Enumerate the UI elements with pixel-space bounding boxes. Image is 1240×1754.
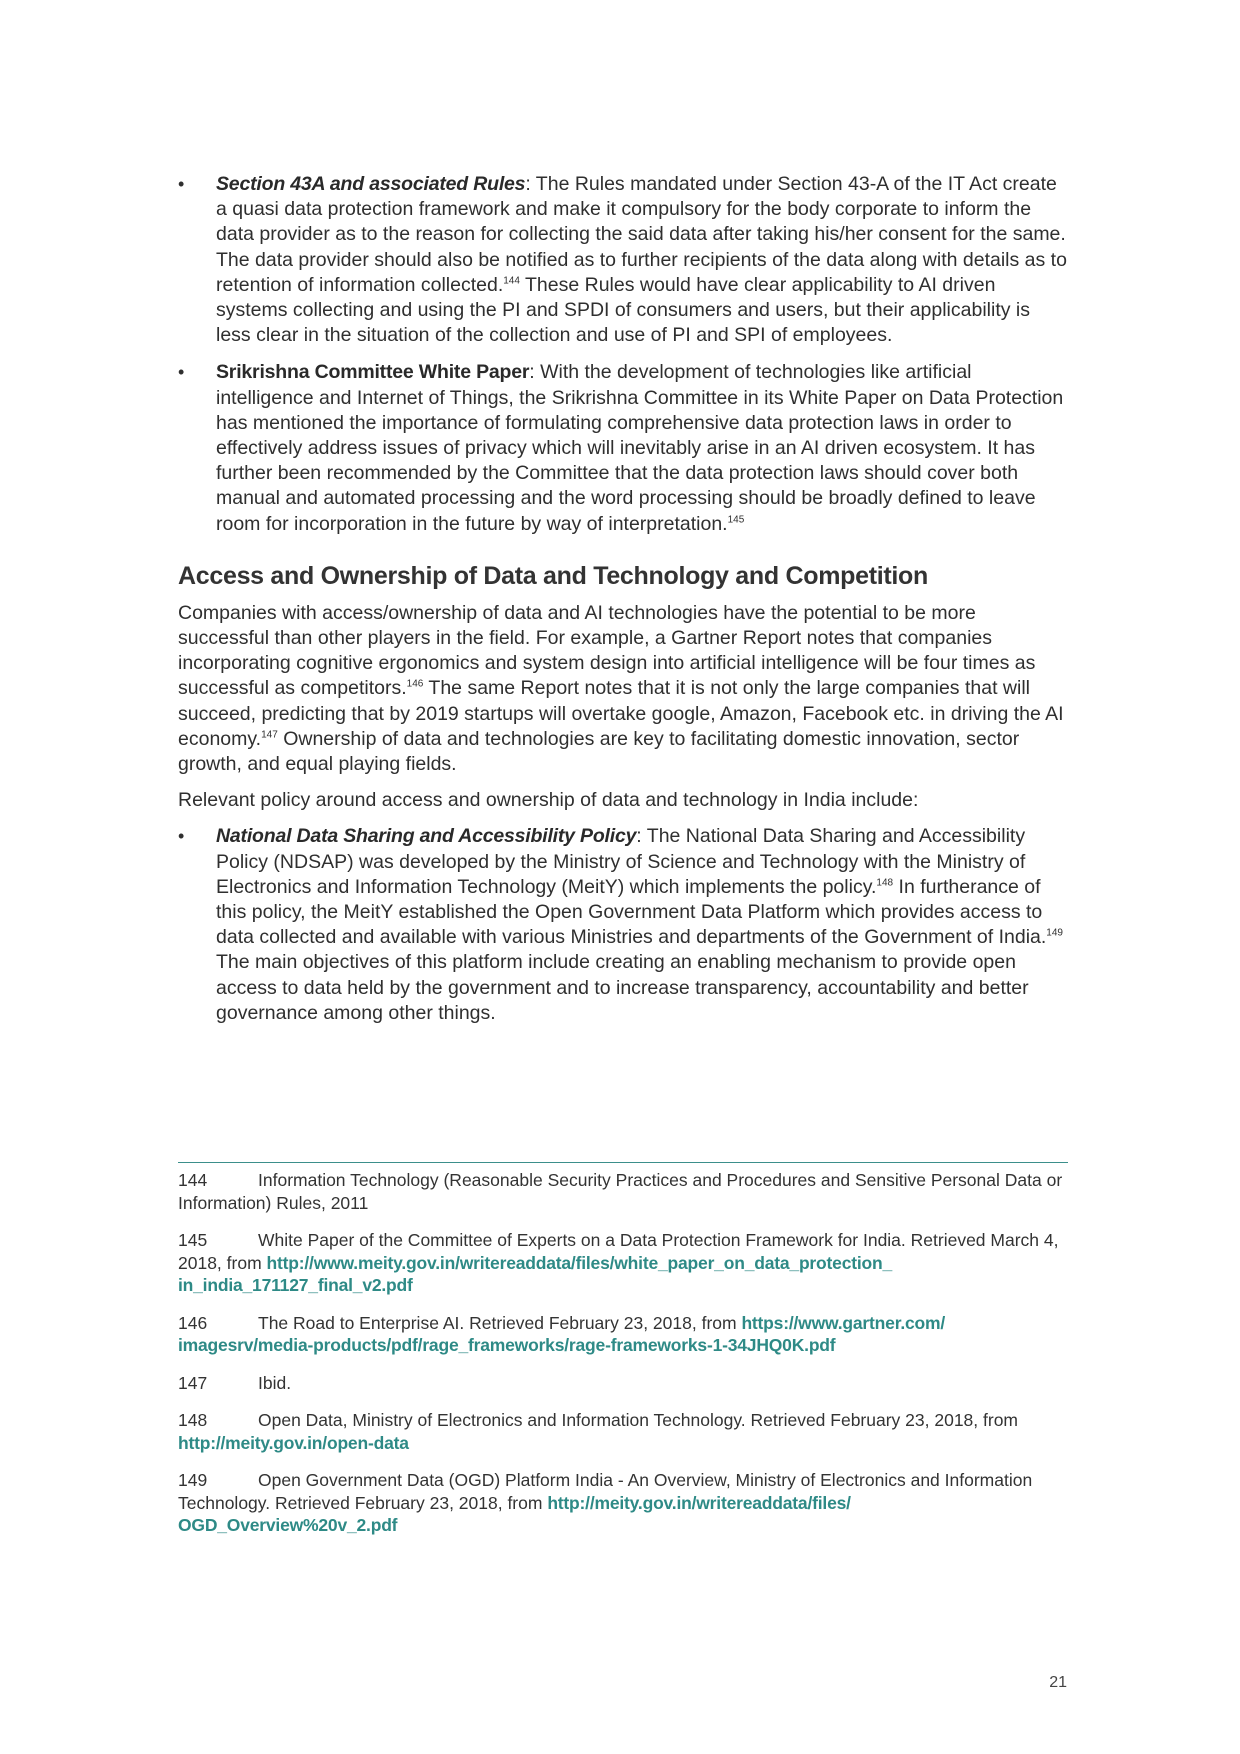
footnote-number: 149	[178, 1470, 208, 1490]
bullet-term: Srikrishna Committee White Paper	[216, 361, 530, 384]
policy-intro-paragraph: Relevant policy around access and ownership of data and technology in India include:	[178, 789, 919, 812]
footnote-item	[178, 1169, 1068, 1214]
bullet-item-section-43a	[178, 172, 1068, 348]
section-paragraph	[178, 601, 1068, 777]
bullet-text: : The National Data Sharing and Accessibility Policy (NDSAP) was developed by the Ministry of Science and Technology with the Ministry of Electronics and Information Technology (MeitY) which implements the policy.	[216, 825, 1026, 898]
footnote-number: 145	[178, 1230, 208, 1250]
section-heading: Access and Ownership of Data and Technology and Competition	[178, 561, 928, 590]
bullet-marker: •	[178, 362, 185, 383]
footnote-item	[178, 1469, 1068, 1537]
footnote-divider	[178, 1162, 1068, 1163]
footnote-item	[178, 1312, 1068, 1357]
footnote-number: 146	[178, 1312, 208, 1333]
page-number: 21	[1049, 1674, 1067, 1691]
paragraph-text: Ownership of data and technologies are key to facilitating domestic innovation, sector growth, and equal playing fields.	[178, 727, 1020, 776]
paragraph-text: Companies with access/ownership of data and AI technologies have the potential to be more successful than other players in the field. For example, a Gartner Report notes that companies incorporating cognitive ergonomics and system design into artificial intelligence will be four times as successful as competitors.	[178, 601, 1036, 700]
bullet-text: The main objectives of this platform include creating an enabling mechanism to provide open access to data held by the government and to increase transparency, accountability and better governance among other things.	[216, 951, 1029, 1024]
bullet-text-continued: These Rules would have clear applicability to AI driven systems collecting and using the PI and SPDI of consumers and users, but their applicability is less clear in the situation of the collection and use of PI and SPI of employees.	[216, 273, 1030, 347]
footnote-number: 144	[178, 1170, 208, 1190]
footnote-text: Information Technology (Reasonable Security Practices and Procedures and Sensitive Personal Data or Information) Rules, 2011	[178, 1170, 1063, 1213]
footnote-link[interactable]: https://www.gartner.com/ imagesrv/media-products/pdf/rage_frameworks/rage-frameworks-1-34JHQ0K.pdf	[178, 1312, 946, 1355]
bullet-item-ndsap	[178, 824, 1068, 1026]
bullet-item-srikrishna	[178, 360, 1068, 536]
footnote-number: 148	[178, 1410, 208, 1430]
bullet-list-top	[178, 172, 1068, 537]
footnote-text: Open Government Data (OGD) Platform India - An Overview, Ministry of Electronics and Information Technology. Retrieved February 23, 2018, from	[178, 1470, 1033, 1513]
footnote-ref[interactable]: 147	[261, 729, 278, 741]
footnote-text: The Road to Enterprise AI. Retrieved February 23, 2018, from	[258, 1312, 742, 1333]
paragraph-text: The same Report notes that it is not only the large companies that will succeed, predicting that by 2019 startups will overtake google, Amazon, Facebook etc. in driving the AI economy.	[178, 677, 1064, 750]
footnote-link[interactable]: http://meity.gov.in/writereaddata/files/ OGD_Overview%20v_2.pdf	[178, 1492, 851, 1535]
bullet-text: In furtherance of this policy, the MeitY established the Open Government Data Platform which provides access to data collected and available with various Ministries and departments of the Government of India.	[216, 875, 1047, 949]
footnote-text: Ibid.	[258, 1372, 292, 1393]
footnote-number: 147	[178, 1372, 208, 1393]
footnote-text: Open Data, Ministry of Electronics and Information Technology. Retrieved February 23, 2018, from	[258, 1410, 1019, 1430]
bullet-text: : With the development of technologies like artificial intelligence and Internet of Things, the Srikrishna Committee in its White Paper on Data Protection has mentioned the importance of formulating comprehensive data protection laws in order to effectively address issues of privacy which will inevitably arise in an AI driven ecosystem. It has further been recommended by the Committee that the data protection laws should cover both manual and automated processing and the word processing should be broadly defined to leave room for incorporation in the future by way of interpretation.	[216, 361, 1064, 535]
footnote-ref[interactable]: 148	[876, 877, 894, 889]
footnote-ref[interactable]: 144	[503, 275, 520, 287]
bullet-term: Section 43A and associated Rules	[216, 173, 526, 195]
footnotes	[178, 1169, 1068, 1552]
main-content	[178, 172, 1068, 1038]
footnote-ref[interactable]: 146	[406, 678, 424, 690]
bullet-text: : The Rules mandated under Section 43-A of the IT Act create a quasi data protection framework and make it compulsory for the body corporate to inform the data provider as to the reason for collecting the said data after taking his/her consent for the same. The data provider should also be notified as to further recipients of the data along with details as to retention of information collected.	[216, 173, 1067, 296]
footnote-text: White Paper of the Committee of Experts on a Data Protection Framework for India. Retrieved March 4, 2018, from	[178, 1230, 1059, 1273]
footnote-ref[interactable]: 145	[727, 514, 745, 526]
bullet-term: National Data Sharing and Accessibility Policy	[216, 825, 637, 848]
footnote-link[interactable]: http://www.meity.gov.in/writereaddata/files/white_paper_on_data_protection_ in_india_171127_final_v2.pdf	[178, 1252, 893, 1295]
bullet-list-bottom	[178, 824, 1068, 1026]
footnote-item	[178, 1409, 1068, 1454]
footnote-item	[178, 1229, 1068, 1297]
bullet-marker: •	[178, 174, 185, 194]
footnote-link[interactable]: http://meity.gov.in/open-data	[178, 1432, 409, 1453]
footnote-ref[interactable]: 149	[1046, 927, 1063, 939]
bullet-marker: •	[178, 826, 185, 847]
footnote-item	[178, 1372, 1068, 1395]
